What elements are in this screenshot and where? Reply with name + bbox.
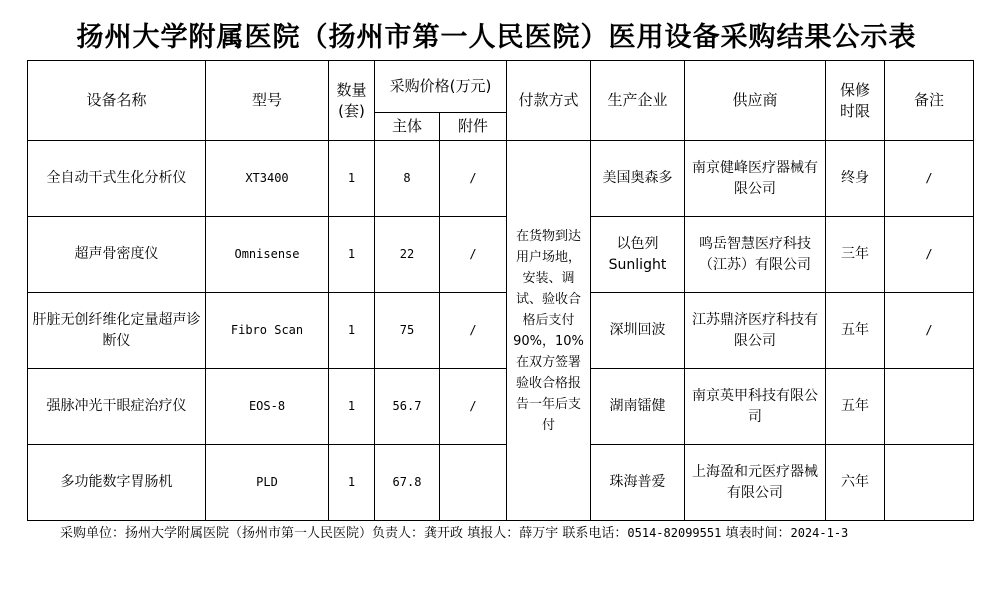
procurement-table bbox=[27, 60, 974, 521]
header-price-accessory: 附件 bbox=[440, 113, 507, 141]
page-title: 扬州大学附属医院（扬州市第一人民医院）医用设备采购结果公示表 bbox=[76, 22, 917, 53]
cell-price-main: 22 bbox=[375, 217, 440, 293]
cell-name: 超声骨密度仪 bbox=[28, 217, 206, 293]
footer-phone-label: 联系电话： bbox=[562, 526, 628, 541]
cell-manufacturer: 美国奥森多 bbox=[591, 141, 685, 217]
cell-warranty: 五年 bbox=[826, 369, 885, 445]
cell-supplier: 鸣岳智慧医疗科技（江苏）有限公司 bbox=[685, 217, 826, 293]
cell-name: 强脉冲光干眼症治疗仪 bbox=[28, 369, 206, 445]
cell-price-accessory: / bbox=[440, 217, 507, 293]
footer-info bbox=[60, 523, 848, 544]
footer-filler: 薛万宇 bbox=[519, 526, 559, 541]
cell-price-accessory: / bbox=[440, 293, 507, 369]
header-name: 设备名称 bbox=[28, 61, 206, 141]
cell-qty: 1 bbox=[329, 141, 375, 217]
cell-qty: 1 bbox=[329, 369, 375, 445]
cell-payment-terms: 在货物到达用户场地，安装、调试、验收合格后支付90%，10%在双方签署验收合格报告一年后支付 bbox=[507, 141, 591, 521]
header-price: 采购价格(万元) bbox=[375, 61, 507, 113]
cell-manufacturer: 湖南镭健 bbox=[591, 369, 685, 445]
header-model: 型号 bbox=[206, 61, 329, 141]
cell-model: PLD bbox=[206, 445, 329, 521]
header-qty: 数量(套) bbox=[329, 61, 375, 141]
cell-price-main: 8 bbox=[375, 141, 440, 217]
footer-filler-label: 填报人： bbox=[467, 526, 520, 541]
cell-price-main: 75 bbox=[375, 293, 440, 369]
cell-warranty: 终身 bbox=[826, 141, 885, 217]
cell-remark bbox=[885, 369, 974, 445]
cell-qty: 1 bbox=[329, 293, 375, 369]
cell-price-accessory: / bbox=[440, 141, 507, 217]
cell-model: Omnisense bbox=[206, 217, 329, 293]
cell-model: EOS-8 bbox=[206, 369, 329, 445]
cell-model: XT3400 bbox=[206, 141, 329, 217]
cell-remark: / bbox=[885, 217, 974, 293]
cell-manufacturer: 珠海普爱 bbox=[591, 445, 685, 521]
cell-manufacturer: 深圳回波 bbox=[591, 293, 685, 369]
cell-model: Fibro Scan bbox=[206, 293, 329, 369]
footer-unit-label: 采购单位： bbox=[60, 526, 126, 541]
cell-name: 多功能数字胃肠机 bbox=[28, 445, 206, 521]
footer-phone: 0514-82099551 bbox=[627, 526, 722, 540]
cell-warranty: 三年 bbox=[826, 217, 885, 293]
cell-name: 全自动干式生化分析仪 bbox=[28, 141, 206, 217]
header-remark: 备注 bbox=[885, 61, 974, 141]
cell-name: 肝脏无创纤维化定量超声诊断仪 bbox=[28, 293, 206, 369]
header-price-main: 主体 bbox=[375, 113, 440, 141]
footer-unit: 扬州大学附属医院（扬州市第一人民医院） bbox=[125, 526, 373, 541]
cell-remark: / bbox=[885, 293, 974, 369]
cell-supplier: 南京健峰医疗器械有限公司 bbox=[685, 141, 826, 217]
cell-supplier: 南京英甲科技有限公司 bbox=[685, 369, 826, 445]
footer-head: 龚开政 bbox=[424, 526, 464, 541]
cell-price-main: 67.8 bbox=[375, 445, 440, 521]
header-supplier: 供应商 bbox=[685, 61, 826, 141]
cell-price-accessory bbox=[440, 445, 507, 521]
cell-price-accessory: / bbox=[440, 369, 507, 445]
cell-supplier: 江苏鼎济医疗科技有限公司 bbox=[685, 293, 826, 369]
header-manufacturer: 生产企业 bbox=[591, 61, 685, 141]
header-payment: 付款方式 bbox=[507, 61, 591, 141]
cell-warranty: 六年 bbox=[826, 445, 885, 521]
footer-date: 2024-1-3 bbox=[790, 526, 849, 540]
cell-remark: / bbox=[885, 141, 974, 217]
cell-warranty: 五年 bbox=[826, 293, 885, 369]
cell-qty: 1 bbox=[329, 217, 375, 293]
cell-qty: 1 bbox=[329, 445, 375, 521]
cell-price-main: 56.7 bbox=[375, 369, 440, 445]
cell-remark bbox=[885, 445, 974, 521]
footer-date-label: 填表时间： bbox=[725, 526, 791, 541]
cell-supplier: 上海盈和元医疗器械有限公司 bbox=[685, 445, 826, 521]
cell-manufacturer: 以色列 Sunlight bbox=[591, 217, 685, 293]
header-warranty: 保修时限 bbox=[826, 61, 885, 141]
footer-head-label: 负责人： bbox=[372, 526, 425, 541]
